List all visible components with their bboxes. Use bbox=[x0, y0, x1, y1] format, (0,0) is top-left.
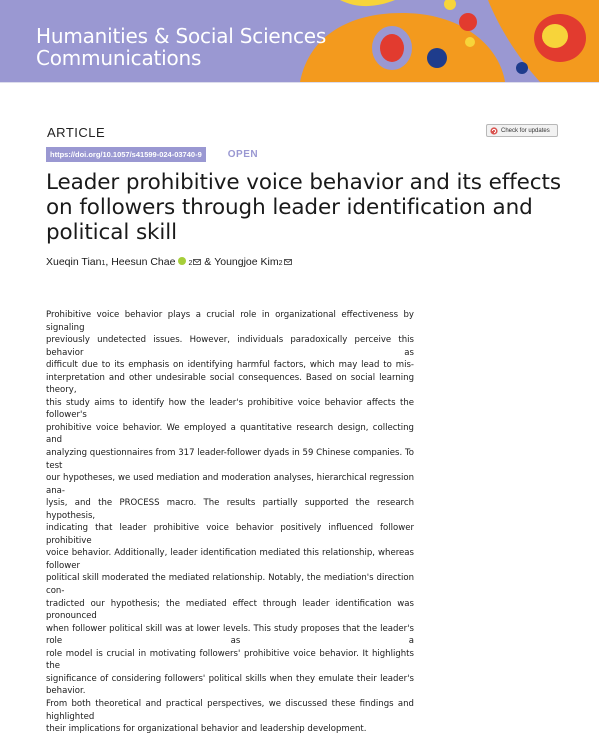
email-icon[interactable] bbox=[193, 259, 201, 265]
abstract-line: tradicted our hypothesis; the mediated effect through leader identification was pronounced bbox=[46, 598, 414, 622]
abstract-line: role model is crucial in motivating followers' prohibitive voice behavior. It highlights the bbox=[46, 648, 414, 672]
abstract-line: lysis, and the PROCESS macro. The results partially supported the research hypothesis, bbox=[46, 498, 414, 521]
journal-banner bbox=[0, 0, 599, 82]
abstract-line: significance of considering followers' political skills when they emulate their leader's behavior. bbox=[46, 673, 414, 697]
abstract-line: analyzing questionnaires from 317 leader-follower dyads in 59 Chinese companies. To test bbox=[46, 448, 414, 471]
abstract bbox=[46, 309, 414, 736]
abstract-line: prohibitive voice behavior. We employed a quantitative research design, collecting and bbox=[46, 422, 414, 446]
abstract-line: interpretation and other undesirable social consequences. Based on social learning theory, bbox=[46, 372, 414, 396]
author-separator: & bbox=[201, 256, 215, 268]
article-type-label: ARTICLE bbox=[47, 125, 106, 140]
abstract-line: their implications for organizational behavior and leadership development. bbox=[46, 724, 367, 735]
orcid-icon[interactable] bbox=[178, 257, 186, 265]
paper-title: Leader prohibitive voice behavior and its effects on followers through leader identification and political skill bbox=[46, 170, 561, 245]
check-for-updates-button[interactable] bbox=[486, 124, 558, 137]
doi-link[interactable]: https://doi.org/10.1057/s41599-024-03740-9 bbox=[46, 147, 206, 162]
abstract-line: when follower political skill was at lower levels. This study proposes that the leader's role as a bbox=[46, 623, 414, 647]
abstract-line: Prohibitive voice behavior plays a crucial role in organizational effectiveness by signaling bbox=[46, 310, 414, 333]
abstract-line: indicating that leader prohibitive voice behavior positively influenced follower prohibitive bbox=[46, 523, 414, 546]
abstract-line: previously undetected issues. However, individuals paradoxically perceive this behavior as bbox=[46, 335, 414, 358]
abstract-line: From both theoretical and practical perspectives, we discussed these findings and highlighted bbox=[46, 698, 414, 722]
journal-title-line1: Humanities & Social Sciences bbox=[36, 24, 327, 48]
author-list: Xueqin Tian 1 , Heesun Chae 2 & Youngjoe Kim 2 bbox=[46, 256, 292, 268]
abstract-line: this study aims to identify how the leader's prohibitive voice behavior affects the follower's bbox=[46, 397, 414, 421]
abstract-line: difficult due to its emphasis on identifying harmful factors, which may lead to mis- bbox=[46, 360, 414, 371]
open-access-badge: OPEN bbox=[227, 148, 259, 160]
refresh-icon bbox=[490, 127, 498, 135]
author-name[interactable]: Xueqin Tian bbox=[46, 256, 102, 268]
author-name[interactable]: Youngjoe Kim bbox=[214, 256, 279, 268]
abstract-line: our hypotheses, we used mediation and moderation analyses, hierarchical regression ana- bbox=[46, 473, 414, 496]
author-name[interactable]: Heesun Chae bbox=[111, 256, 176, 268]
abstract-line: voice behavior. Additionally, leader identification mediated this relationship, whereas follower bbox=[46, 548, 414, 571]
author-separator: , bbox=[105, 256, 112, 268]
doi-row bbox=[46, 147, 258, 161]
check-for-updates-label: Check for updates bbox=[501, 127, 550, 134]
abstract-line: political skill moderated the mediated relationship. Notably, the mediation's direction con- bbox=[46, 573, 414, 597]
journal-title[interactable] bbox=[36, 25, 336, 69]
email-icon[interactable] bbox=[284, 259, 292, 265]
journal-title-line2: Communications bbox=[36, 46, 202, 70]
banner-divider bbox=[0, 82, 599, 83]
